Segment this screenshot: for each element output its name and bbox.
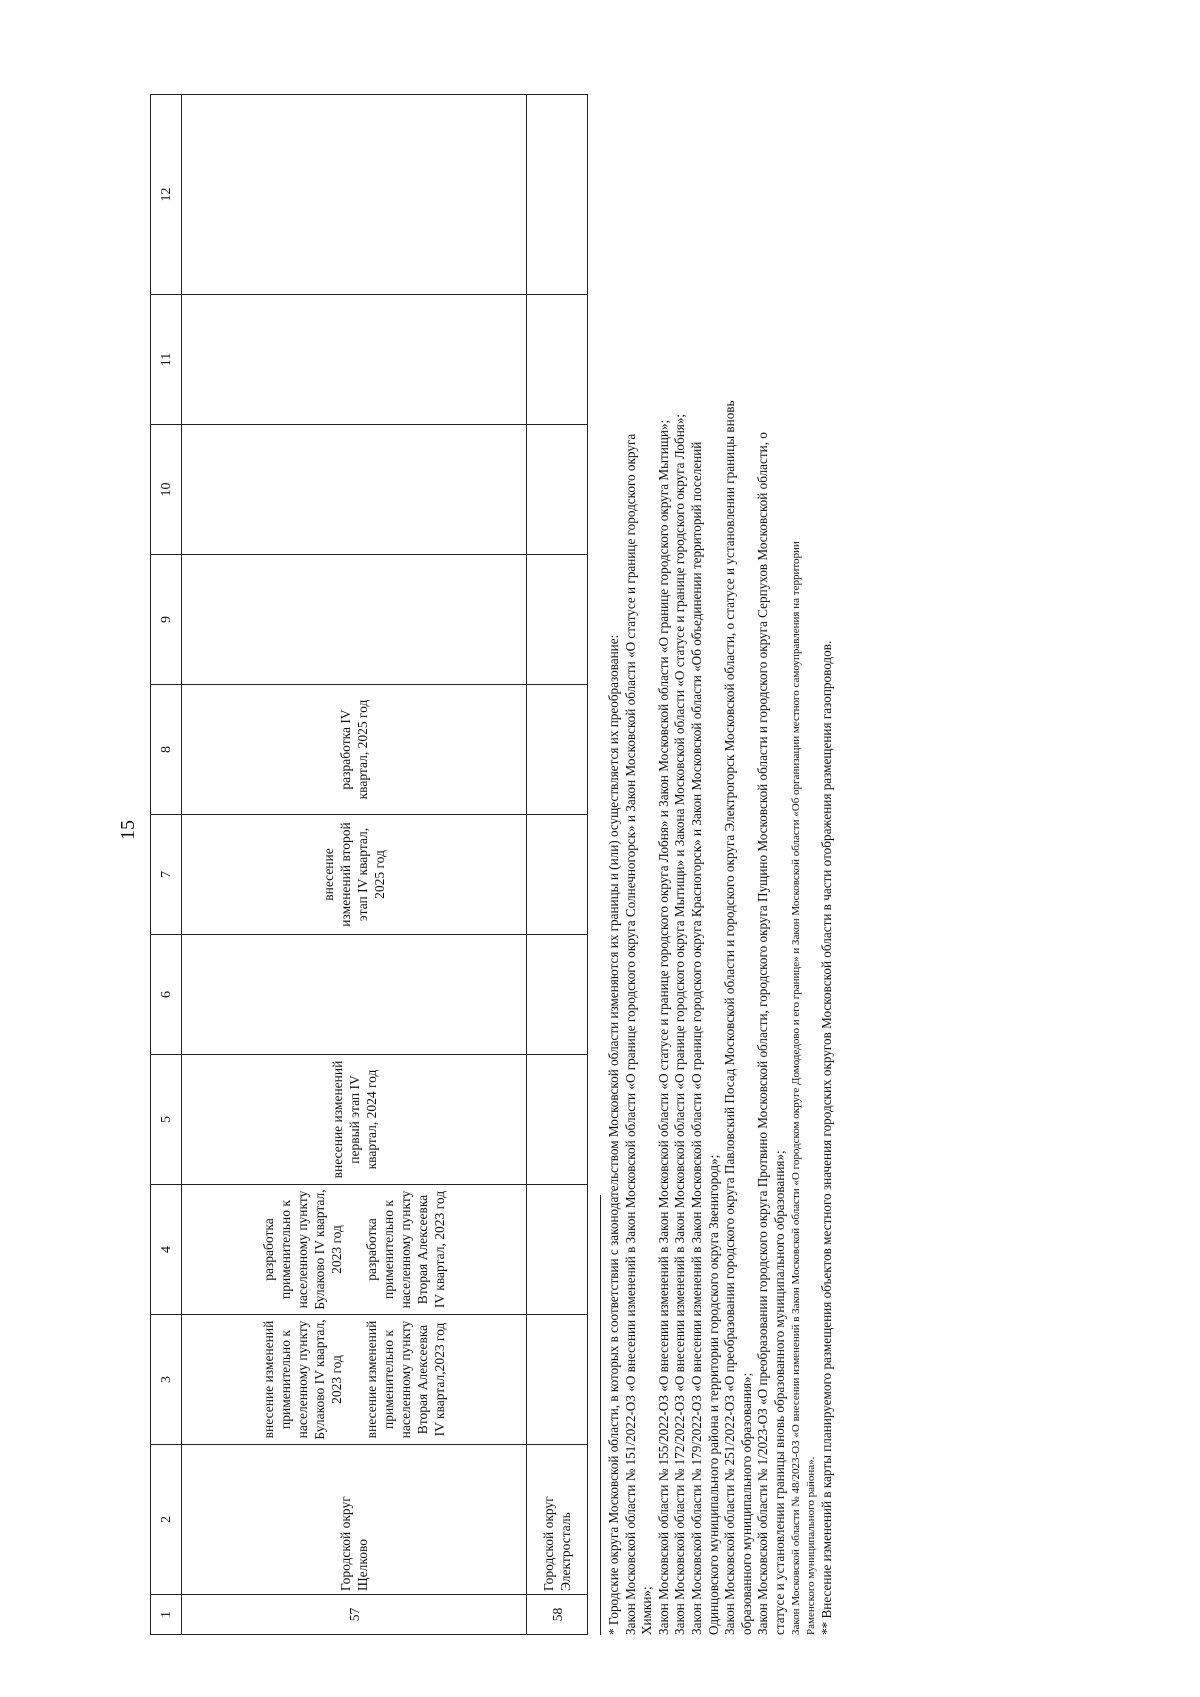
page-number: 15 [117,820,139,840]
table-cell: разработка IV квартал, 2025 год [182,685,527,815]
cell-text: разработка применительно к населенному пункту Булаково IV квартал, 2023 год [261,1189,344,1310]
footnote-line: Закон Московской области № 172/2022-ОЗ «О внесении изменений в Закон Московской области «О границе городского округа Мытищи» и Закона Московской области «О статусе и границе городского округа Лобня»; [672,413,688,1635]
footnotes [606,95,835,1635]
footnote-line: Закон Московской области № 48/2023-ОЗ «О внесении изменений в Закон Московской области «О городском округе Домодедово и его границе» и Закон Московской области «Об организации местного самоуправления на территории [789,541,802,1635]
cell-text: внесение изменений применительно к населенному пункту Булаково IV квартал, 2023 год [261,1319,344,1440]
column-header: 6 [151,935,182,1055]
column-header: 8 [151,685,182,815]
table-cell [527,1315,588,1445]
footnote-line: статусе и установлении границы вновь образованного муниципального образования»; [771,1150,787,1635]
table-cell [527,295,588,425]
district-name: Городской округ Щелково [182,1445,527,1595]
column-header: 5 [151,1055,182,1185]
footnote-line: Закон Московской области № 151/2022-ОЗ «О внесении изменений в Закон Московской области «О границе городского округа Солнечногорск» и Закон Московской области «О статусе и границе городского округа [622,433,638,1635]
table-header-row [151,95,182,1635]
cell-text: внесение изменений применительно к населенному пункту Вторая Алексеевка IV квартал,2023 год [364,1320,447,1439]
district-name: Городской округ Электросталь [527,1445,588,1595]
table-cell [182,555,527,685]
column-header: 10 [151,425,182,555]
column-header: 3 [151,1315,182,1445]
footnote-line: Раменского муниципального района». [804,1456,817,1635]
footnote-line: образованного муниципального образования»; [738,1372,754,1635]
table-cell [182,295,527,425]
schedule-table [150,94,588,1635]
footnote-line: Закон Московской области № 179/2022-ОЗ «О внесении изменений в Закон Московской области «О границе городского округа Красногорск» и Закон Московской области «Об объединении территорий поселений [688,441,704,1635]
table-cell [527,1185,588,1315]
table-cell [182,1185,527,1315]
column-header: 12 [151,95,182,295]
footnote-line: Закон Московской области № 251/2022-ОЗ «О преобразовании городского округа Павловский Посад Московской области и городского округа Электрогорск Московской области, о статусе и установлении границы вновь [722,400,738,1635]
table-cell [527,815,588,935]
table-cell [527,1055,588,1185]
footnote-line: Закон Московской области № 1/2023-ОЗ «О преобразовании городского округа Протвино Московской области, городского округа Пущино Московской области и городского округа Серпухов Московской области, о [755,432,771,1635]
column-header: 9 [151,555,182,685]
table-cell [527,685,588,815]
column-header: 11 [151,295,182,425]
footnote-line: Химки»; [639,1586,655,1635]
landscape-content [150,95,1070,1635]
footnote-line: Одинцовского муниципального района и территории городского округа Звенигород»; [705,1154,721,1635]
table-cell [182,425,527,555]
footnote-line: * Городские округа Московской области, в которых в соответствии с законодательством Московской области изменяются их границы и (или) осуществляется их преобразование: [606,634,621,1635]
column-header: 1 [151,1595,182,1635]
column-header: 4 [151,1185,182,1315]
footnote-line: ** Внесение изменений в карты планируемого размещения объектов местного значения городских округов Московской области в части отображения размещения газопроводов. [818,640,834,1635]
row-number: 58 [527,1595,588,1635]
table-cell: внесение изменений первый этап IV квартал, 2024 год [182,1055,527,1185]
table-cell [527,555,588,685]
table-cell [527,425,588,555]
row-number: 57 [182,1595,527,1635]
table-cell [182,95,527,295]
table-cell [527,95,588,295]
table-row [527,95,588,1635]
column-header: 2 [151,1445,182,1595]
table-cell [182,935,527,1055]
table-cell [182,1315,527,1445]
cell-text: разработка применительно к населенному пункту Вторая Алексеевка IV квартал, 2023 год [364,1190,447,1309]
footnote-line: Закон Московской области № 155/2022-ОЗ «О внесении изменений в Закон Московской области «О статусе и границе городского округа Лобня» и Закон Московской области «О границе городского округа Мытищи»; [655,419,671,1635]
column-header: 7 [151,815,182,935]
table-cell [527,935,588,1055]
table-row [182,95,527,1635]
footnote-divider [600,1195,601,1635]
table-cell: внесение изменений второй этап IV квартал, 2025 год [182,815,527,935]
